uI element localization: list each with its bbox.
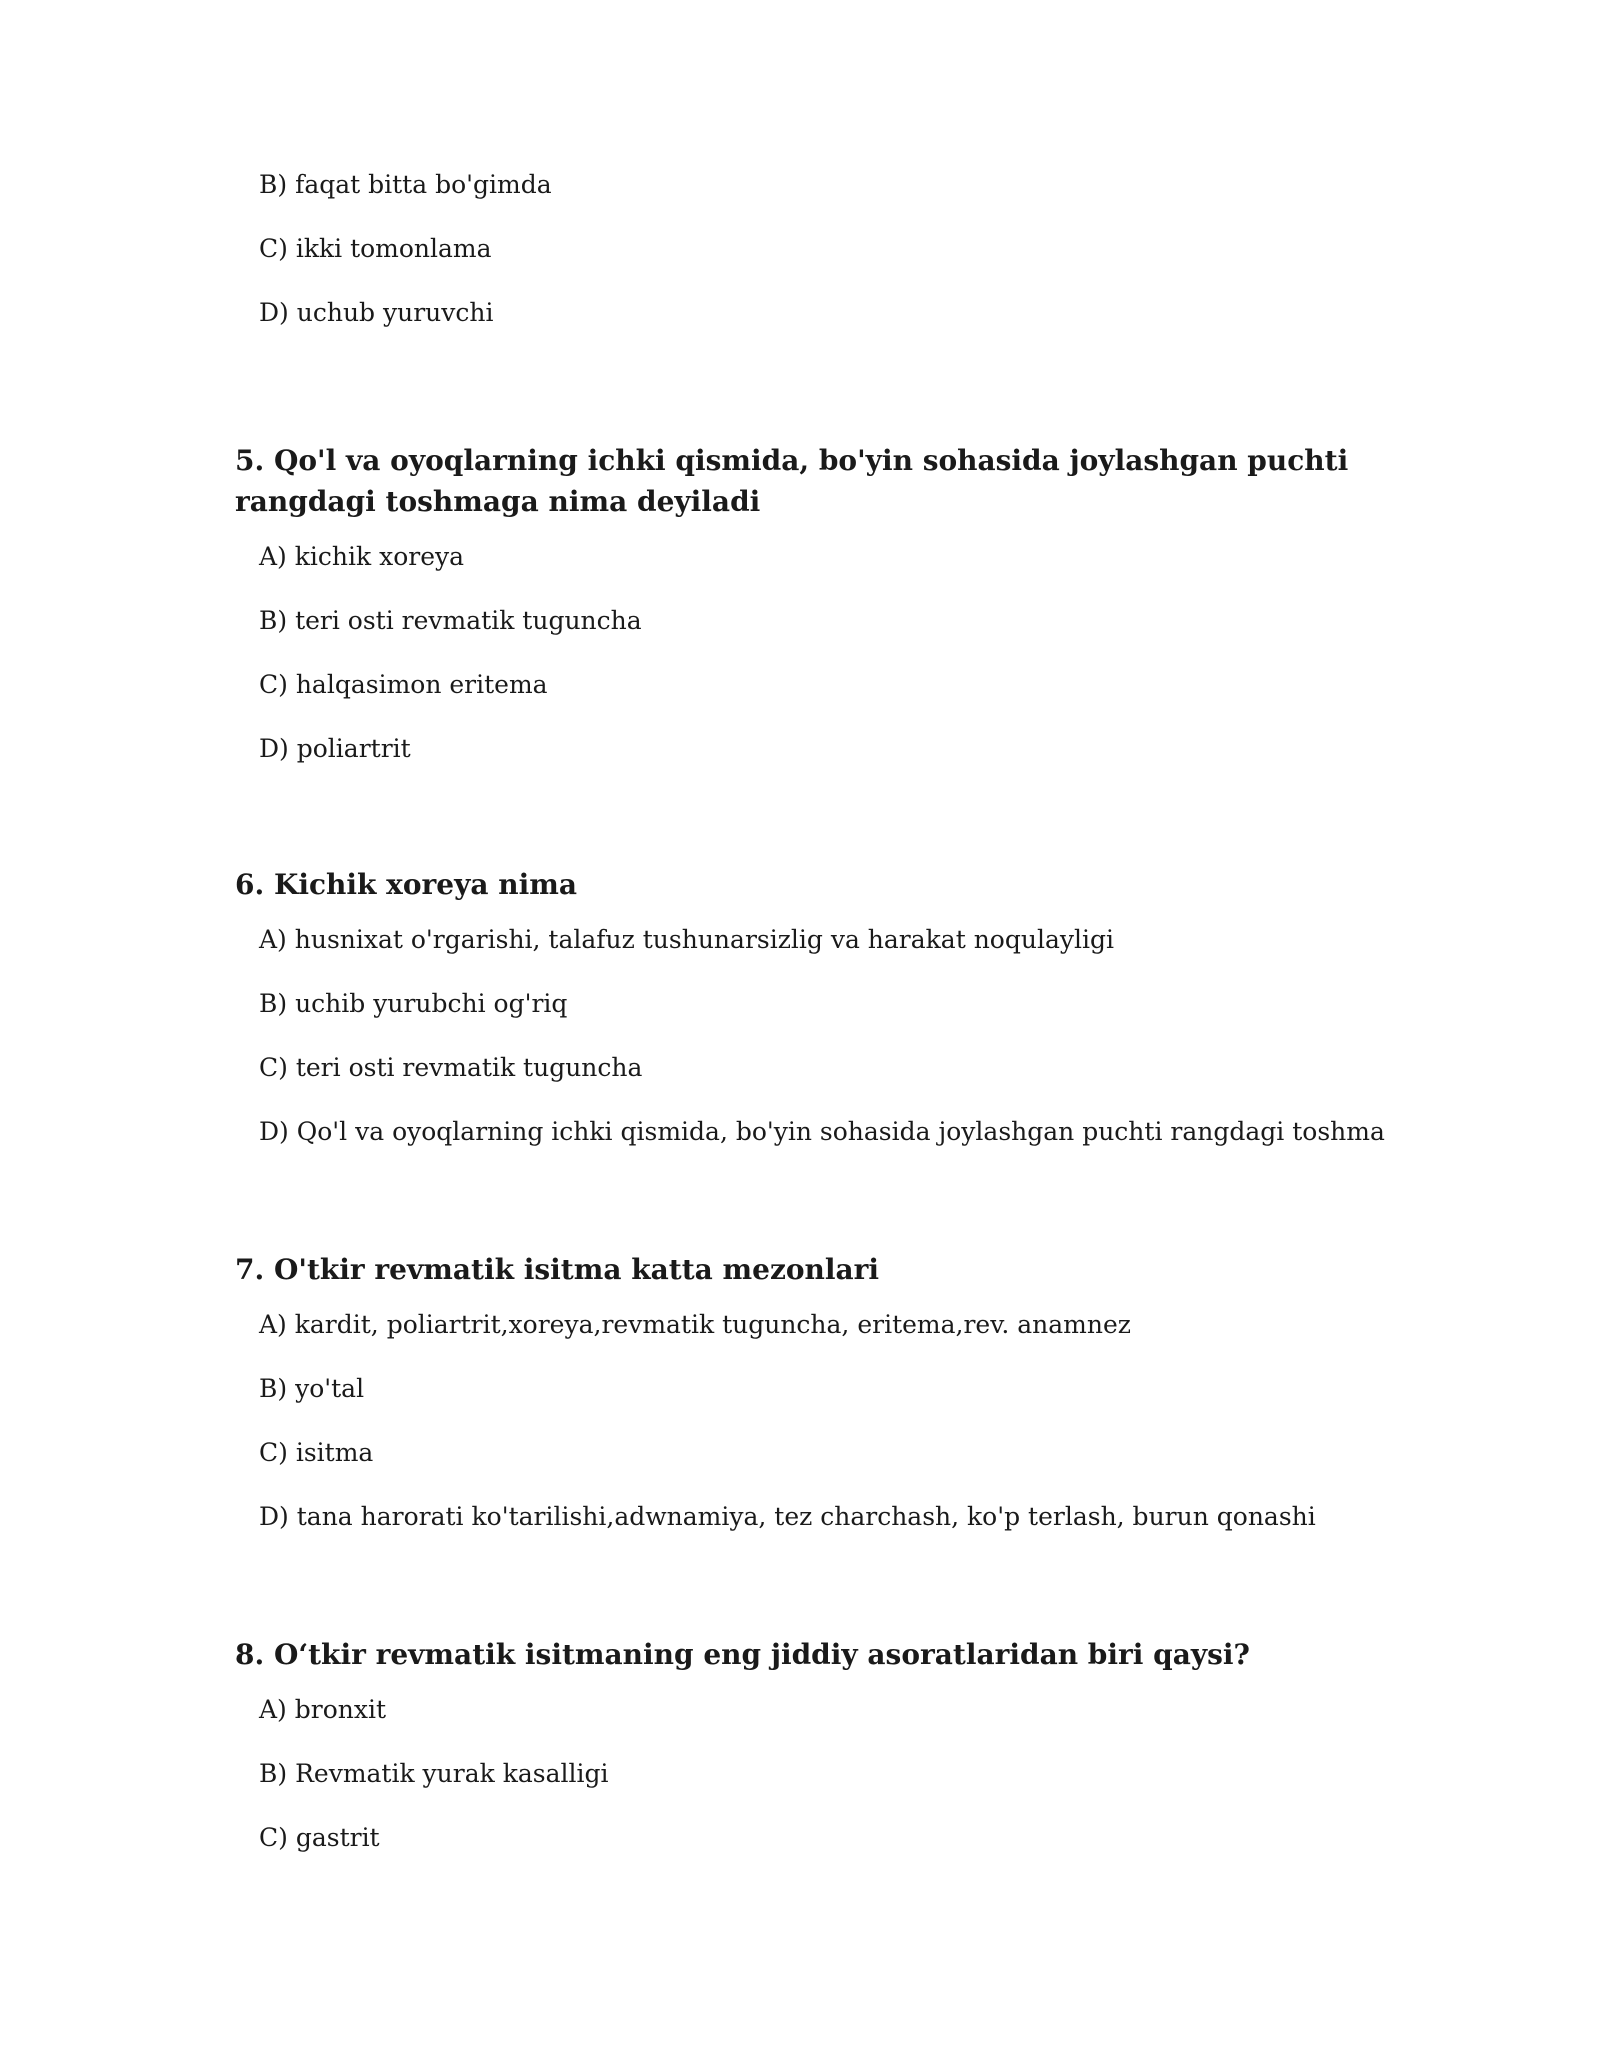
answer-options xyxy=(259,1695,1415,1853)
answer-option: C) isitma xyxy=(259,1438,374,1467)
answer-option: A) bronxit xyxy=(259,1695,387,1724)
question-title: 8. O‘tkir revmatik isitmaning eng jiddiy asoratlaridan biri qaysi? xyxy=(235,1638,1250,1671)
answer-options xyxy=(259,925,1415,1147)
answer-option: A) kardit, poliartrit,xoreya,revmatik tuguncha, eritema,rev. anamnez xyxy=(259,1310,1131,1339)
answer-option: C) ikki tomonlama xyxy=(259,234,492,263)
answer-option: A) husnixat o'rgarishi, talafuz tushunarsizlig va harakat noqulayligi xyxy=(259,925,1114,954)
answer-option: C) teri osti revmatik tuguncha xyxy=(259,1053,643,1082)
answer-option: C) halqasimon eritema xyxy=(259,670,548,699)
answer-option: B) teri osti revmatik tuguncha xyxy=(259,606,642,635)
continued-options xyxy=(259,170,552,362)
answer-options xyxy=(259,1310,1415,1532)
answer-option: B) yo'tal xyxy=(259,1374,365,1403)
answer-option: B) uchib yurubchi og'riq xyxy=(259,989,568,1018)
question-title: 5. Qo'l va oyoqlarning ichki qismida, bo'yin sohasida joylashgan puchti rangdagi toshmaga nima deyiladi xyxy=(235,444,1349,518)
question-7 xyxy=(235,1249,1415,1566)
answer-option: D) poliartrit xyxy=(259,734,411,763)
answer-option: C) gastrit xyxy=(259,1823,380,1852)
answer-option: B) Revmatik yurak kasalligi xyxy=(259,1759,609,1788)
question-6 xyxy=(235,864,1415,1181)
answer-option: B) faqat bitta bo'gimda xyxy=(259,170,552,199)
answer-option: D) tana harorati ko'tarilishi,adwnamiya, tez charchash, ko'p terlash, burun qonashi xyxy=(259,1502,1316,1531)
question-8 xyxy=(235,1634,1415,1887)
answer-option: D) Qo'l va oyoqlarning ichki qismida, bo'yin sohasida joylashgan puchti rangdagi toshma xyxy=(259,1117,1385,1146)
answer-options xyxy=(259,542,1415,764)
question-title: 7. O'tkir revmatik isitma katta mezonlari xyxy=(235,1253,880,1286)
question-title: 6. Kichik xoreya nima xyxy=(235,868,578,901)
answer-option: D) uchub yuruvchi xyxy=(259,298,494,327)
answer-option: A) kichik xoreya xyxy=(259,542,465,571)
question-5 xyxy=(235,440,1415,798)
